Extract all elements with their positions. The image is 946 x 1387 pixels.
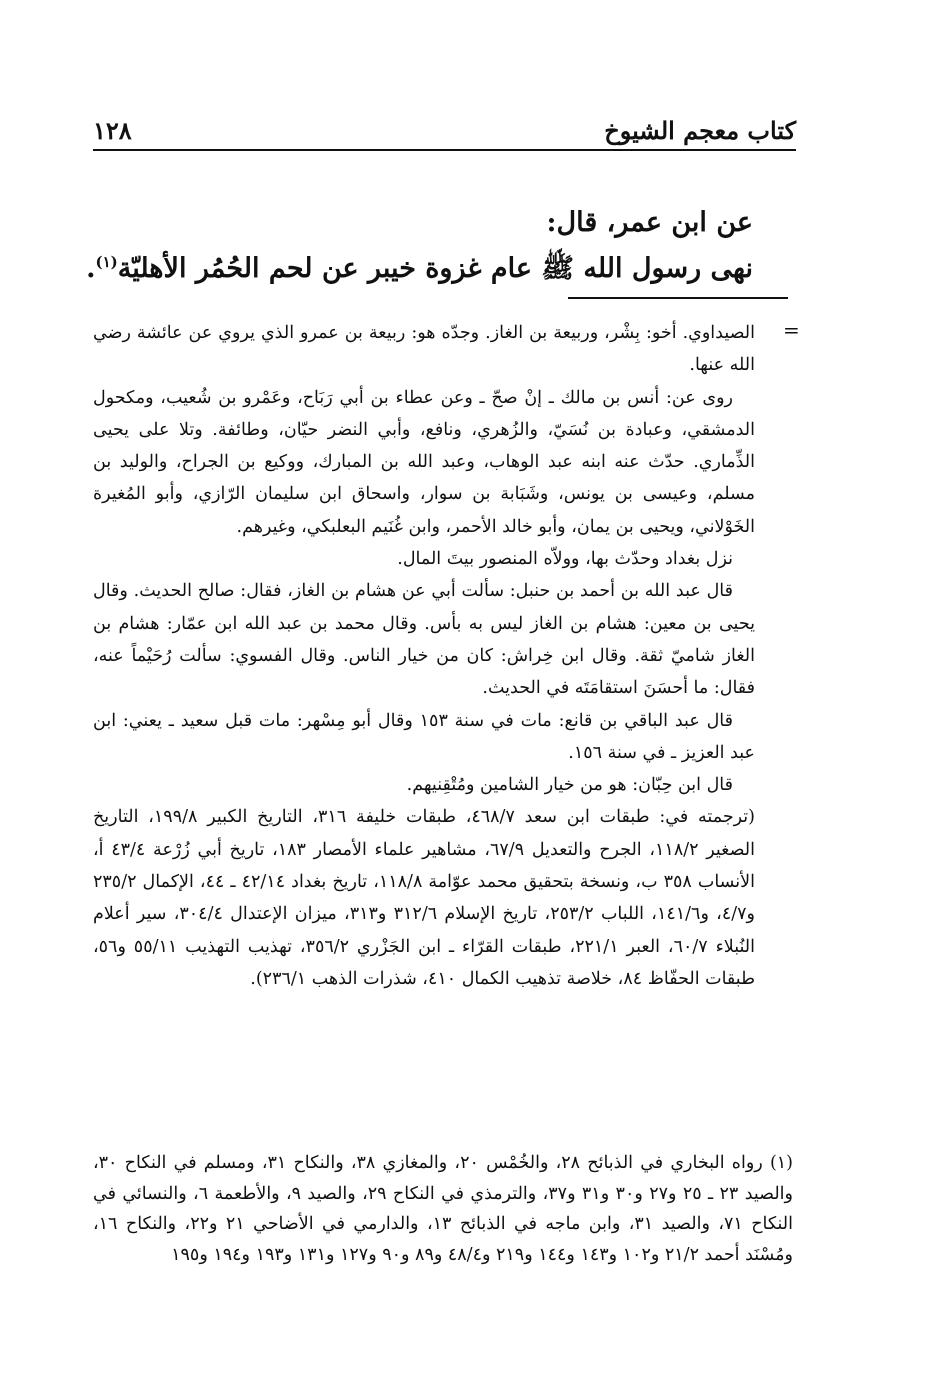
bio-paragraph-death: قال عبد الباقي بن قانع: مات في سنة ١٥٣ وقال أبو مِسْهر: مات قبل سعيد ـ يعني: ابن عبد العزيز ـ في سنة ١٥٦. (93, 710, 755, 763)
footnote-separator (568, 297, 788, 299)
bio-paragraph-teachers: روى عن: أنس بن مالك ـ إنْ صحّ ـ وعن عطاء بن أبي رَبَاح، وعَمْرو بن شُعيب، ومكحول الدمشقي، وعبادة بن نُسَيّ، والزُهري، ونافع، وأبي النضر حيّان، وطائفة. وتلا على يحيى الذِّماري. حدّث عنه ابنه عبد الوهاب، وعبد الله بن المبارك، ووكيع بن الجراح، والوليد بن مسلم، وعيسى بن يونس، وشَبَابة بن سوار، واسحاق ابن سليمان الرّازي، وأبو المُغيرة الخَوْلاني، ويحيى بن يمان، وأبو خالد الأحمر، وابن غُنَيم البعلبكي، وغيرهم. (93, 387, 755, 537)
narrator-biography (93, 317, 755, 995)
hadith-matn-text: نهى رسول الله ﷺ عام غزوة خيبر عن لحم الحُمُر الأهليّة (117, 253, 753, 284)
footnote-number: (١) (769, 1153, 793, 1173)
bio-paragraph-lineage: الصيداوي. أخو: بِشْر، وربيعة بن الغاز. وجدّه هو: ربيعة بن عمرو الذي يروي عن عائشة رضي الله عنها. (93, 323, 755, 376)
bio-paragraph-ibn-hibban: قال ابن حِبّان: هو من خيار الشامين ومُتْقِنيهم. (406, 775, 733, 796)
hadith-end-mark: . (86, 253, 96, 284)
header-rule (93, 149, 796, 151)
hadith-isnad: عن ابن عمر، قال: (546, 207, 753, 238)
footnote (93, 1148, 793, 1270)
continuation-mark: = (783, 318, 800, 342)
hadith-text (86, 200, 753, 292)
hadith-matn (86, 246, 753, 292)
footnote-text: رواه البخاري في الذبائح ٢٨، والخُمْس ٢٠، والمغازي ٣٨، والنكاح ٣١، ومسلم في النكاح ٣٠، والصيد ٢٣ ـ ٢٥ و٢٧ و٣٠ و٣١ و٣٧، والترمذي في النكاح ٢٩، والصيد ٩، والأطعمة ٦، والنسائي في النكاح ٧١، والصيد ٣١، وابن ماجه في الذبائح ١٣، والدارمي في الأضاحي ٢١ و٢٢، والنكاح ١٦، ومُسْنَد أحمد ٢١/٢ و١٠٢ و١٤٣ و١٤٤ و٢١٩ و٤٨/٤ و٨٩ و٩٠ و١٢٧ و١٣١ و١٩٣ و١٩٤ و١٩٥ (93, 1153, 793, 1265)
bio-paragraph-grading: قال عبد الله بن أحمد بن حنبل: سألت أبي عن هشام بن الغاز، فقال: صالح الحديث. وقال يحيى بن معين: هشام بن الغاز ليس به بأس. وقال محمد بن عبد الله ابن عمّار: هشام بن الغاز شاميّ ثقة. وقال ابن خِراش: كان من خيار الناس. وقال الفسوي: سألت رُحَيْماً عنه، فقال: ما أحسَنَ استقامَتَه في الحديث. (93, 581, 755, 699)
page-header (93, 112, 796, 148)
running-title: كتاب معجم الشيوخ (604, 116, 796, 145)
page-number: ١٢٨ (93, 116, 132, 145)
bio-paragraph-sources: (ترجمته في: طبقات ابن سعد ٤٦٨/٧، طبقات خليفة ٣١٦، التاريخ الكبير ١٩٩/٨، التاريخ الصغير ١١٨/٢، الجرح والتعديل ٦٧/٩، مشاهير علماء الأمصار ١٨٣، تاريخ أبي زُرْعة ٤٣/٤ أ، الأنساب ٣٥٨ ب، ونسخة بتحقيق محمد عوّامة ١١٨/٨، تاريخ بغداد ٤٢/١٤ ـ ٤٤، الإكمال ٢٣٥/٢ و٤/٧، و١٤١/٦، اللباب ٢٥٣/٢، تاريخ الإسلام ٣١٢/٦ و٣١٣، ميزان الإعتدال ٣٠٤/٤، سير أعلام النُبلاء ٦٠/٧، العبر ٢٢١/١، طبقات القرّاء ـ ابن الجَزْري ٣٥٦/٢، تهذيب التهذيب ٥٥/١١ و٥٦، طبقات الحفّاظ ٨٤، خلاصة تذهيب الكمال ٤١٠، شذرات الذهب ٢٣٦/١). (93, 807, 755, 989)
bio-paragraph-baghdad: نزل بغداد وحدّث بها، وولاّه المنصور بيتَ المال. (397, 549, 733, 570)
footnote-reference: (١) (95, 253, 118, 271)
